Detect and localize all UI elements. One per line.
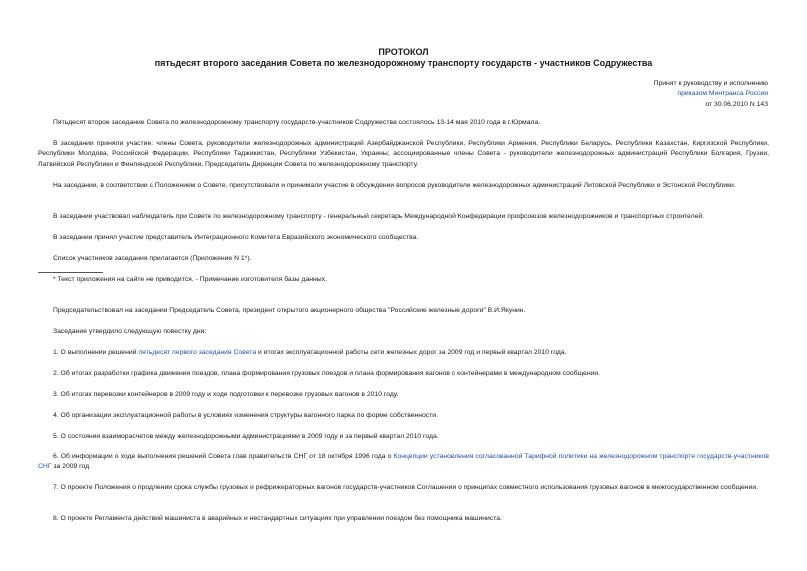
approval-line: Принят к руководству и исполнению	[653, 80, 768, 87]
paragraph-session-info: Пятьдесят второе заседание Совета по железнодорожному транспорту государств-участников Содружества состоялось 13-14 мая 2010 года в г.Юрмала.	[53, 119, 541, 126]
tariff-policy-concept-link[interactable]: Концепции установления согласованной Тарифной политики на железнодорожном транспорте государств-участников СНГ	[38, 453, 769, 471]
paragraph-attendees: На заседании, в соответствии с Положением о Совете, присутствовали и принимали участие в обсуждении вопросов руководители железнодорожных администраций Литовской Республики и Эстонской Республики.	[53, 182, 736, 189]
document-title: ПРОТОКОЛ	[378, 47, 429, 57]
paragraph-agenda-intro: Заседание утвердило следующую повестку дня:	[53, 328, 207, 335]
agenda-item-4: 4. Об организации эксплуатационной работы в условиях изменения структуры вагонного парка по форме собственности.	[53, 412, 438, 419]
agenda-item-1	[38, 348, 769, 358]
footnote: * Текст приложения на сайте не приводится. - Примечание изготовителя базы данных.	[53, 276, 327, 283]
footnote-divider	[38, 272, 103, 273]
agenda-item-text: 6. Об информации о ходе выполнения решений Совета глав правительств СНГ от 18 октября 1996 года о	[53, 453, 394, 460]
paragraph-participants-list: Список участников заседания прилагается (Приложение N 1*).	[53, 255, 252, 262]
session-51-link[interactable]: пятьдесят первого заседания Совета	[138, 349, 257, 356]
approval-block	[654, 79, 768, 110]
approval-date: от 30.06.2010 N 143	[705, 100, 768, 108]
agenda-item-6	[38, 452, 769, 473]
paragraph-observer: В заседании участвовал наблюдатель при Совете по железнодорожному транспорту - генеральный секретарь Международной Конфедерации профсоюзов железнодорожников и транспортных строителей.	[53, 213, 705, 220]
agenda-item-5: 5. О состоянии взаиморасчетов между железнодорожными администрациями в 2009 году и за первый квартал 2010 года.	[53, 433, 439, 440]
agenda-item-7: 7. О проекте Положения о продлении срока службы грузовых и рефрижераторных вагонов государств-участников Соглашения о принципах совместного использования грузовых вагонов в межгосударственном сообщении.	[53, 484, 759, 491]
paragraph-chairman: Председательствовал на заседании Председатель Совета, президент открытого акционерного общества "Российские железные дороги" В.И.Якунин.	[53, 307, 526, 314]
approval-order-link[interactable]: приказом Минтранса России	[677, 90, 768, 98]
paragraph-representative: В заседании принял участие представитель Интеграционного Комитета Евразийского экономического сообщества.	[53, 234, 419, 241]
agenda-item-text: за 2009 год.	[51, 463, 91, 471]
paragraph-participants: В заседании приняли участие: члены Совета, руководители железнодорожных администраций Азербайджанской Республики, Республики Армения, Республики Беларусь, Республики Казахстан, Киргизской Республики, Республики Молдова, Российской Федерации, Республики Таджикистан, Республики Узбекистан, Украины; ассоциированные члены Совета - руководители железнодорожных администраций Республики Болгария, Грузии, Латвийской Республики и Финляндской Республики, Председатель Дирекции Совета по железнодорожному транспорту.	[38, 140, 769, 168]
agenda-item-3: 3. Об итогах перевозки контейнеров в 2009 году и ходе подготовки к перевозке грузовых вагонов в 2010 году.	[53, 391, 399, 398]
document-subtitle: пятьдесят второго заседания Совета по железнодорожному транспорту государств - участников Содружества	[154, 58, 653, 68]
agenda-item-text: и итогах эксплуатационной работы сети железных дорог за 2009 год и первый квартал 2010 года.	[256, 349, 567, 356]
agenda-item-2: 2. Об итогах разработки графика движения поездов, плана формирования грузовых поездов и плана формирования вагонов с контейнерами в международном сообщении.	[53, 370, 601, 377]
agenda-item-8: 8. О проекте Регламента действий машиниста в аварийных и нестандартных ситуациях при управлении поездом без помощника машиниста.	[53, 515, 502, 522]
agenda-item-text: 1. О выполнении решений	[53, 349, 139, 356]
